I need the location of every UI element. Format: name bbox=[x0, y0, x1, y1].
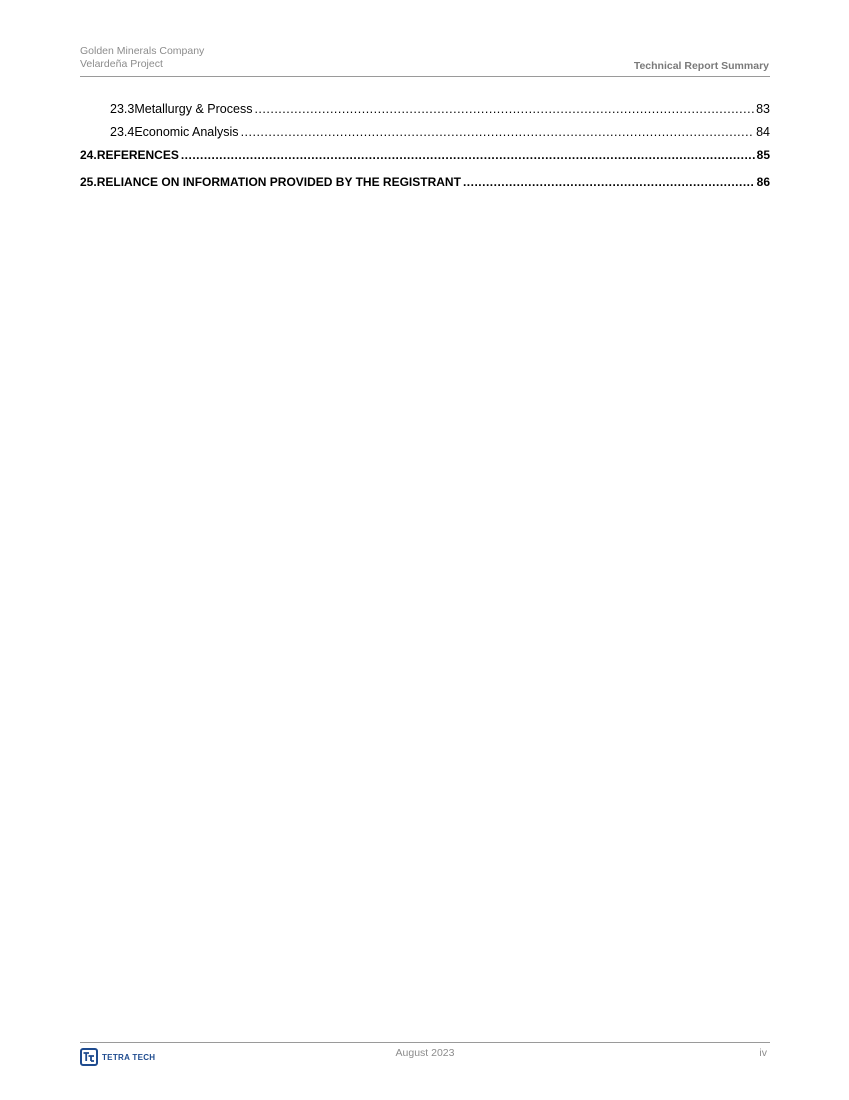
table-of-contents bbox=[80, 102, 770, 202]
page-footer bbox=[80, 1042, 770, 1073]
toc-dot-leader bbox=[463, 175, 755, 189]
toc-entry-24[interactable] bbox=[80, 148, 770, 175]
toc-entry-page: 84 bbox=[756, 125, 770, 139]
toc-entry-page: 86 bbox=[756, 175, 770, 189]
toc-entry-title: RELIANCE ON INFORMATION PROVIDED BY THE REGISTRANT bbox=[96, 175, 461, 189]
toc-entry-title: Economic Analysis bbox=[134, 125, 239, 139]
page-header bbox=[80, 45, 770, 77]
toc-entry-title: Metallurgy & Process bbox=[134, 102, 253, 116]
report-type: Technical Report Summary bbox=[633, 60, 769, 72]
toc-entry-23-4[interactable] bbox=[80, 125, 770, 148]
toc-dot-leader bbox=[254, 102, 754, 116]
toc-entry-number: 23.4 bbox=[110, 125, 135, 139]
toc-entry-number: 25. bbox=[80, 175, 97, 189]
page-number: iv bbox=[759, 1047, 767, 1059]
toc-dot-leader bbox=[241, 125, 755, 139]
toc-entry-page: 83 bbox=[756, 102, 770, 116]
header-left bbox=[80, 45, 204, 71]
toc-entry-number: 24. bbox=[80, 148, 97, 162]
logo-text: TETRA TECH bbox=[102, 1052, 156, 1062]
footer-date: August 2023 bbox=[395, 1047, 455, 1059]
toc-entry-25[interactable] bbox=[80, 175, 770, 202]
toc-entry-23-3[interactable] bbox=[80, 102, 770, 125]
toc-entry-title: REFERENCES bbox=[96, 148, 179, 162]
company-name: Golden Minerals Company bbox=[80, 45, 205, 57]
toc-dot-leader bbox=[181, 148, 755, 162]
project-name: Velardeña Project bbox=[80, 58, 163, 70]
toc-entry-number: 23.3 bbox=[110, 102, 135, 116]
toc-entry-page: 85 bbox=[756, 148, 770, 162]
